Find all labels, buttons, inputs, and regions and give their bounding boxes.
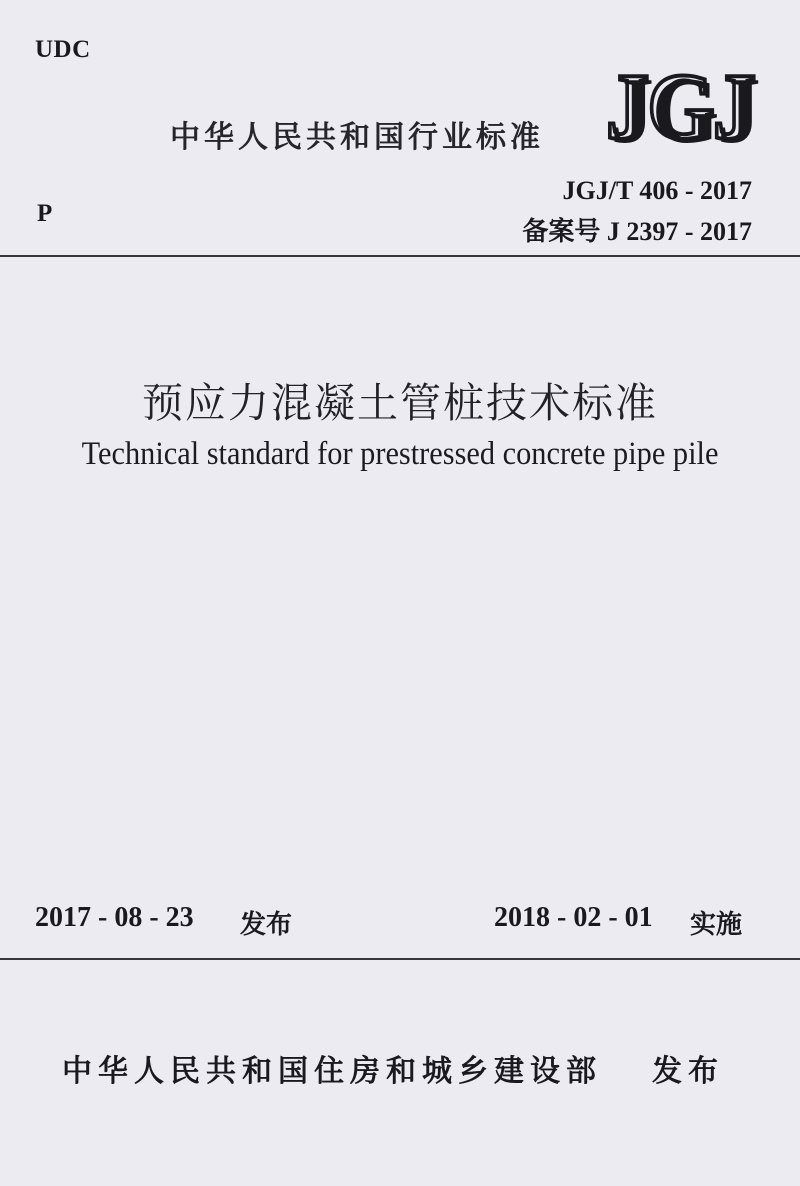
udc-label: UDC — [35, 36, 91, 63]
implementation-date: 2018 - 02 - 01 — [494, 902, 653, 933]
top-divider — [0, 255, 800, 257]
implementation-label: 实施 — [690, 910, 743, 940]
category-label: P — [37, 200, 53, 227]
issue-date: 2017 - 08 - 23 — [35, 902, 194, 933]
industry-standard-heading: 中华人民共和国行业标准 — [170, 120, 544, 155]
filing-number: 备案号 J 2397 - 2017 — [522, 217, 752, 246]
publisher: 中华人民共和国住房和城乡建设部 — [62, 1054, 602, 1089]
publisher-label: 发布 — [652, 1054, 724, 1089]
jgj-logo: JGJ — [606, 55, 755, 159]
title-chinese: 预应力混凝土管桩技术标准 — [142, 380, 658, 426]
title-english: Technical standard for prestressed concrete pipe pile — [81, 436, 719, 472]
bottom-divider — [0, 958, 800, 960]
standard-number: JGJ/T 406 - 2017 — [562, 176, 752, 205]
issue-label: 发布 — [240, 910, 293, 940]
